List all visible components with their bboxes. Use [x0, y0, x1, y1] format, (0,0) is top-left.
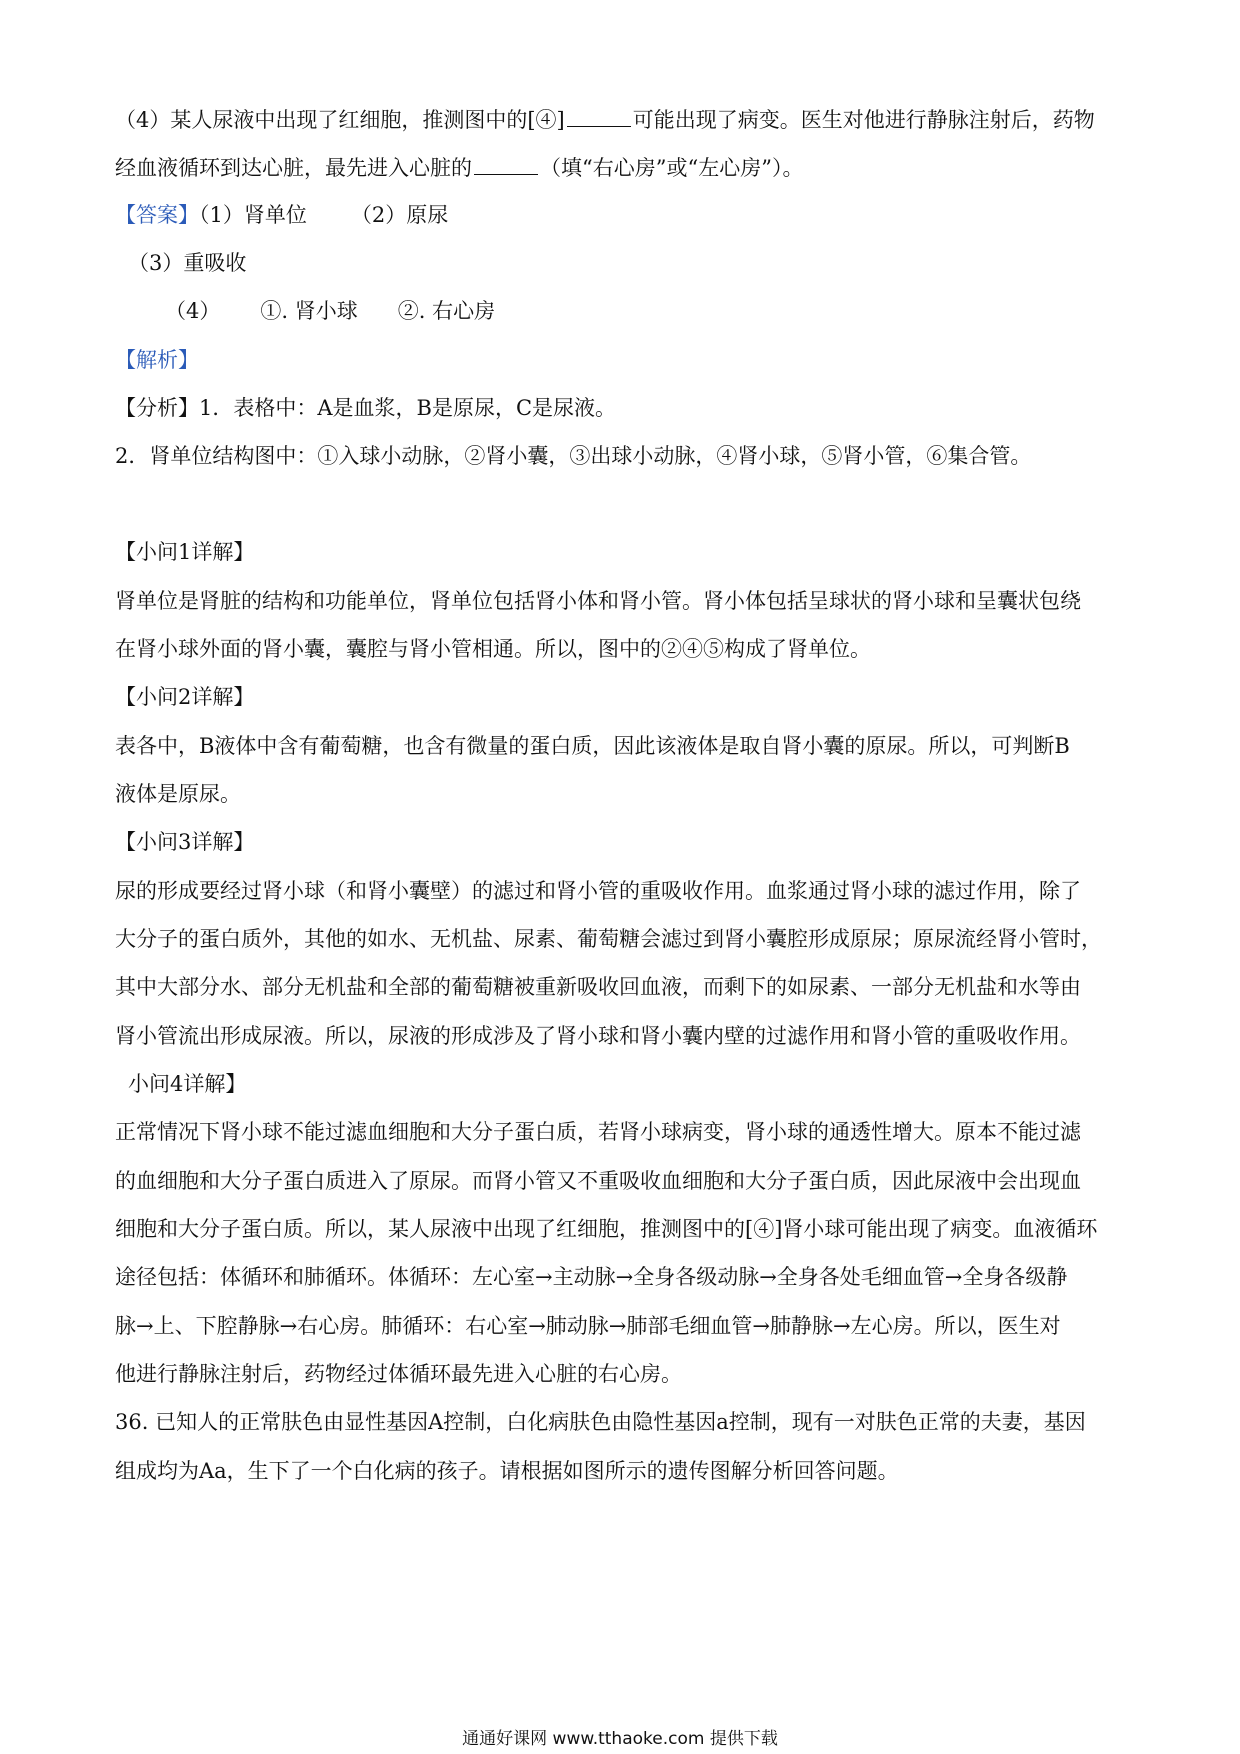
q35-part4-text-c: 经血液循环到达心脏，最先进入心脏的: [115, 156, 472, 180]
answer-label: 【答案】: [115, 203, 199, 227]
answer-3: （3）重吸收: [128, 251, 247, 275]
answer-2: （2）原尿: [350, 203, 449, 227]
detail4-line4: 途径包括：体循环和肺循环。体循环：左心室→主动脉→全身各级动脉→全身各处毛细血管→全身各级静: [115, 1265, 1068, 1289]
answer-3-line: [128, 248, 1148, 278]
detail4-line6: 他进行静脉注射后，药物经过体循环最先进入心脏的右心房。: [115, 1362, 682, 1386]
detail1-line1: 肾单位是肾脏的结构和功能单位，肾单位包括肾小体和肾小管。肾小体包括呈球状的肾小球和呈囊状包绕: [115, 589, 1081, 613]
answer-line: [115, 200, 1135, 230]
detail3-line2: 大分子的蛋白质外，其他的如水、无机盐、尿素、葡萄糖会滤过到肾小囊腔形成原尿；原尿流经肾小管时，: [115, 927, 1102, 951]
analysis-p2: 2．肾单位结构图中：①入球小动脉，②肾小囊，③出球小动脉，④肾小球，⑤肾小管，⑥集合管。: [115, 444, 1032, 468]
answer-4-2: ②. 右心房: [397, 299, 496, 323]
q35-part4-text-a: （4）某人尿液中出现了红细胞，推测图中的[④]: [115, 108, 565, 132]
answer-4-num: （4）: [165, 299, 221, 323]
q35-part4-text-b: 可能出现了病变。医生对他进行静脉注射后，药物: [632, 108, 1095, 132]
detail2-line2: 液体是原尿。: [115, 782, 241, 806]
detail1-heading: 【小问1详解】: [115, 540, 255, 564]
analysis-label: 【解析】: [115, 348, 199, 372]
detail4-line2: 的血细胞和大分子蛋白质进入了原尿。而肾小管又不重吸收血细胞和大分子蛋白质，因此尿液中会出现血: [115, 1169, 1081, 1193]
analysis-p1: 【分析】1．表格中：A是血浆，B是原尿，C是尿液。: [115, 396, 617, 420]
analysis-label-line: [115, 345, 1135, 375]
detail3-line4: 肾小管流出形成尿液。所以，尿液的形成涉及了肾小球和肾小囊内壁的过滤作用和肾小管的重吸收作用。: [115, 1024, 1081, 1048]
detail3-line1: 尿的形成要经过肾小球（和肾小囊壁）的滤过和肾小管的重吸收作用。血浆通过肾小球的滤过作用，除了: [115, 879, 1081, 903]
detail4-heading: 小问4详解】: [128, 1072, 247, 1096]
answer-4-1: ①. 肾小球: [260, 299, 358, 323]
q36-line2: 组成均为Aa，生下了一个白化病的孩子。请根据如图所示的遗传图解分析回答问题。: [115, 1459, 899, 1483]
detail4-line3: 细胞和大分子蛋白质。所以，某人尿液中出现了红细胞，推测图中的[④]肾小球可能出现了病变。血液循环: [115, 1217, 1098, 1241]
answer-4-line: [165, 296, 1185, 326]
detail2-line1: 表各中，B液体中含有葡萄糖，也含有微量的蛋白质，因此该液体是取自肾小囊的原尿。所以，可判断B: [115, 734, 1070, 758]
detail1-line2: 在肾小球外面的肾小囊，囊腔与肾小管相通。所以，图中的②④⑤构成了肾单位。: [115, 637, 871, 661]
detail3-heading: 【小问3详解】: [115, 830, 255, 854]
q35-part4-text-d: （填“右心房”或“左心房”）。: [540, 156, 804, 180]
answer-blank-2: [474, 152, 538, 175]
answer-1: （1）肾单位: [199, 203, 307, 227]
detail3-line3: 其中大部分水、部分无机盐和全部的葡萄糖被重新吸收回血液，而剩下的如尿素、一部分无机盐和水等由: [115, 975, 1081, 999]
q35-part4-line2: [115, 152, 1135, 183]
q36-line1: 36. 已知人的正常肤色由显性基因A控制，白化病肤色由隐性基因a控制，现有一对肤色正常的夫妻，基因: [115, 1410, 1086, 1434]
answer-blank-1: [567, 104, 631, 127]
detail4-line5: 脉→上、下腔静脉→右心房。肺循环：右心室→肺动脉→肺部毛细血管→肺静脉→左心房。所以，医生对: [115, 1314, 1061, 1338]
q35-part4-line1: [115, 104, 1135, 135]
detail2-heading: 【小问2详解】: [115, 685, 255, 709]
detail4-line1: 正常情况下肾小球不能过滤血细胞和大分子蛋白质，若肾小球病变，肾小球的通透性增大。原本不能过滤: [115, 1120, 1081, 1144]
page-footer: 通通好课网 www.tthaoke.com 提供下载: [462, 1729, 778, 1749]
